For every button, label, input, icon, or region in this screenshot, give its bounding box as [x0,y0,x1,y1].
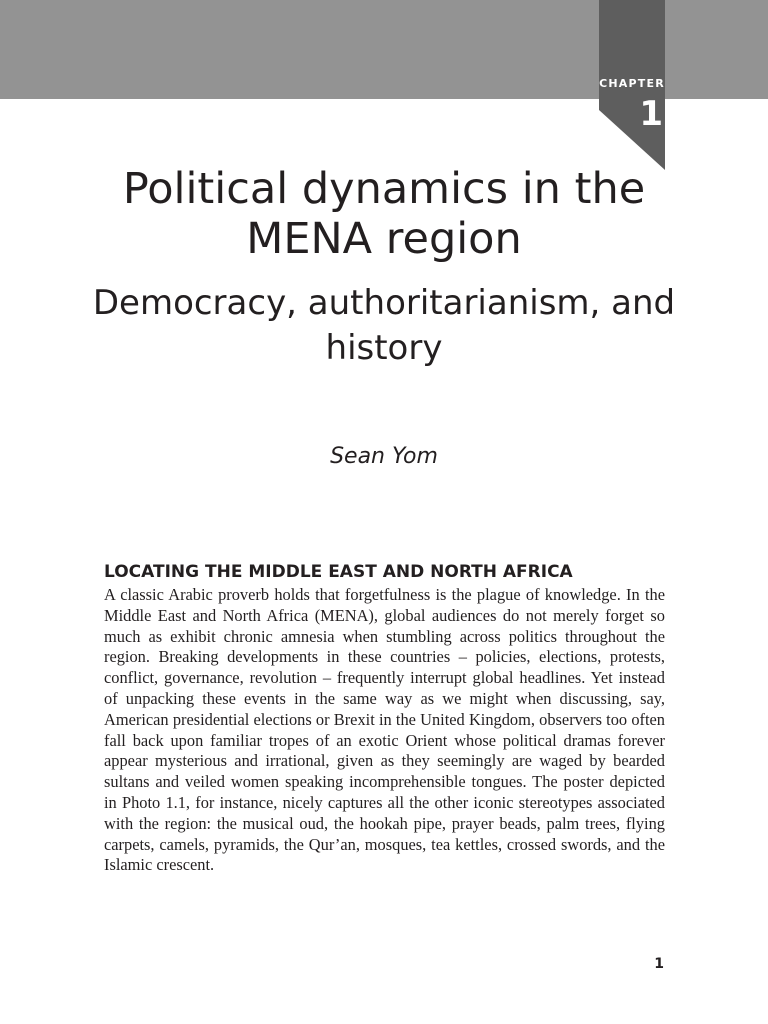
chapter-subtitle: Democracy, authoritarianism, and history [92,283,676,368]
page-number: 1 [654,956,664,972]
body-paragraph: A classic Arabic proverb holds that forgetfulness is the plague of knowledge. In the Middle East and North Africa (MENA), global audiences do not merely forget so much as exhibit chronic amnesia when stumbling across politics throughout the region. Breaking developments in these countries – policies, elections, protests, conflict, governance, revolution – frequently interrupt global headlines. Yet instead of unpacking these events in the same way as we might when discussing, say, American presidential elections or Brexit in the United Kingdom, observers too often fall back upon familiar tropes of an exotic Orient whose political dramas forever appear mysterious and irrational, given as they seemingly are waged by bearded sultans and veiled women speaking incomprehensible tongues. The poster depicted in Photo 1.1, for instance, nicely captures all the other iconic stereotypes associated with the region: the musical oud, the hookah pipe, prayer beads, palm trees, flying carpets, camels, pyramids, the Qur’an, mosques, tea kettles, crossed swords, and the Islamic crescent. [104,585,665,875]
chapter-number: 1 [639,94,663,134]
chapter-label: CHAPTER [599,77,665,90]
chapter-title: Political dynamics in the MENA region [122,164,646,264]
section-heading: LOCATING THE MIDDLE EAST AND NORTH AFRICA [104,562,573,582]
author-name: Sean Yom [330,444,438,469]
